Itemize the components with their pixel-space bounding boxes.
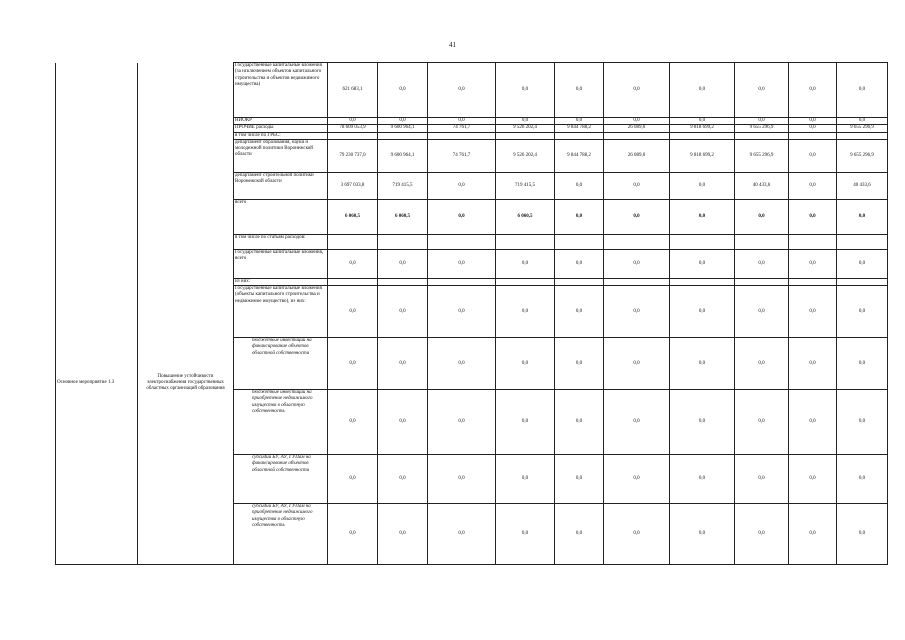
value-cell: 0,0	[328, 504, 378, 565]
page-number: 41	[449, 41, 456, 49]
value-cell: 0,0	[428, 504, 496, 565]
value-cell: 0,0	[378, 455, 428, 504]
value-cell: 9 526 202,4	[496, 125, 555, 132]
value-cell: 0,0	[670, 390, 735, 455]
value-cell: 0,0	[789, 199, 837, 234]
row-label: всего	[234, 199, 328, 234]
value-cell: 719 415,5	[378, 172, 428, 199]
value-cell: 0,0	[428, 172, 496, 199]
value-cell: 6 060,5	[496, 199, 555, 234]
value-cell	[735, 234, 789, 249]
value-cell: 0,0	[670, 199, 735, 234]
row-label: бюджетные инвестиции на приобретение недвижимого имущества в областную собственность	[234, 390, 328, 455]
value-cell: 0,0	[735, 286, 789, 338]
value-cell: 0,0	[328, 249, 378, 278]
value-cell	[555, 132, 604, 139]
value-cell: 0,0	[428, 455, 496, 504]
value-cell: 0,0	[428, 390, 496, 455]
value-cell: 78 609 053,9	[328, 125, 378, 132]
row-label: Государственные капитальные вложения, всего	[234, 249, 328, 278]
value-cell: 0,0	[735, 63, 789, 118]
value-cell: 0,0	[496, 390, 555, 455]
value-cell	[604, 278, 670, 285]
value-cell	[555, 278, 604, 285]
value-cell	[837, 132, 888, 139]
value-cell: 0,0	[735, 504, 789, 565]
value-cell: 0,0	[378, 118, 428, 125]
row-label: субсидии БУ, АУ, ГУПам на приобретение недвижимого имущества в областную собственность	[234, 504, 328, 565]
value-cell: 0,0	[789, 390, 837, 455]
value-cell: 9 655 296,9	[735, 139, 789, 172]
value-cell: 74 761,7	[428, 125, 496, 132]
value-cell: 0,0	[604, 504, 670, 565]
row-label: департамент строительной политики Воронежской области	[234, 172, 328, 199]
value-cell	[328, 132, 378, 139]
value-cell: 3 697 033,8	[328, 172, 378, 199]
value-cell: 0,0	[789, 338, 837, 390]
value-cell	[496, 234, 555, 249]
value-cell: 0,0	[837, 504, 888, 565]
value-cell	[789, 278, 837, 285]
value-cell: 0,0	[555, 249, 604, 278]
value-cell: 0,0	[428, 249, 496, 278]
value-cell: 0,0	[604, 118, 670, 125]
value-cell: 0,0	[555, 199, 604, 234]
value-cell	[378, 278, 428, 285]
value-cell: 26 089,0	[604, 139, 670, 172]
value-cell: 0,0	[789, 63, 837, 118]
row-label: в том числе по ГРБС:	[234, 132, 328, 139]
value-cell: 79 230 737,0	[328, 139, 378, 172]
value-cell: 26 089,0	[604, 125, 670, 132]
value-cell: 0,0	[428, 118, 496, 125]
event-name-cell	[56, 63, 138, 565]
value-cell	[378, 132, 428, 139]
value-cell	[328, 278, 378, 285]
value-cell: 0,0	[670, 118, 735, 125]
value-cell: 0,0	[735, 338, 789, 390]
value-cell: 0,0	[496, 249, 555, 278]
value-cell: 0,0	[555, 286, 604, 338]
value-cell: 9 600 964,1	[378, 139, 428, 172]
value-cell	[837, 278, 888, 285]
value-cell: 0,0	[789, 125, 837, 132]
value-cell: 0,0	[670, 504, 735, 565]
value-cell: 0,0	[604, 63, 670, 118]
value-cell	[837, 234, 888, 249]
value-cell: 0,0	[496, 455, 555, 504]
value-cell: 0,0	[378, 63, 428, 118]
value-cell: 0,0	[378, 286, 428, 338]
value-cell: 74 761,7	[428, 139, 496, 172]
value-cell: 0,0	[604, 199, 670, 234]
value-cell	[428, 278, 496, 285]
value-cell: 0,0	[604, 249, 670, 278]
value-cell: 0,0	[328, 118, 378, 125]
value-cell: 0,0	[428, 286, 496, 338]
value-cell: 0,0	[555, 338, 604, 390]
event-title: Повышение устойчивости электроснабжения государственных областных организаций образования	[146, 373, 225, 392]
value-cell: 9 655 296,9	[837, 139, 888, 172]
value-cell: 9 526 202,4	[496, 139, 555, 172]
value-cell: 0,0	[555, 118, 604, 125]
value-cell: 9 844 788,2	[555, 125, 604, 132]
value-cell: 0,0	[428, 199, 496, 234]
value-cell: 9 818 699,2	[670, 125, 735, 132]
value-cell: 0,0	[789, 139, 837, 172]
value-cell: 0,0	[735, 199, 789, 234]
value-cell: 0,0	[670, 286, 735, 338]
value-cell: 0,0	[735, 249, 789, 278]
value-cell	[428, 132, 496, 139]
value-cell: 0,0	[496, 63, 555, 118]
value-cell	[496, 278, 555, 285]
value-cell: 0,0	[789, 504, 837, 565]
value-cell: 0,0	[496, 338, 555, 390]
value-cell: 0,0	[604, 338, 670, 390]
value-cell: 0,0	[496, 504, 555, 565]
value-cell	[670, 132, 735, 139]
value-cell: 0,0	[496, 118, 555, 125]
value-cell: 0,0	[378, 249, 428, 278]
value-cell	[735, 132, 789, 139]
value-cell: 0,0	[789, 172, 837, 199]
row-label: бюджетные инвестиции на финансирование объектов областной собственности	[234, 338, 328, 390]
value-cell: 0,0	[735, 390, 789, 455]
budget-table	[55, 62, 888, 565]
value-cell	[555, 234, 604, 249]
value-cell: 0,0	[789, 455, 837, 504]
value-cell: 621 683,1	[328, 63, 378, 118]
value-cell: 0,0	[837, 455, 888, 504]
event-name: Основное мероприятие 1.3	[57, 380, 115, 386]
value-cell	[670, 278, 735, 285]
row-label: в том числе по статьям расходов:	[234, 234, 328, 249]
value-cell: 6 060,5	[328, 199, 378, 234]
value-cell: 0,0	[604, 455, 670, 504]
value-cell: 0,0	[428, 63, 496, 118]
value-cell: 9 600 964,1	[378, 125, 428, 132]
value-cell: 0,0	[604, 286, 670, 338]
value-cell: 0,0	[735, 118, 789, 125]
row-label: из них:	[234, 278, 328, 285]
row-label: НИОКР	[234, 118, 328, 125]
value-cell: 0,0	[789, 118, 837, 125]
value-cell	[604, 132, 670, 139]
value-cell: 0,0	[496, 286, 555, 338]
value-cell: 0,0	[837, 286, 888, 338]
value-cell: 0,0	[837, 338, 888, 390]
value-cell: 9 818 699,2	[670, 139, 735, 172]
row-label: Государственные капитальные вложения (объекты капитального строительства и недвижимое имущество), из них:	[234, 286, 328, 338]
value-cell: 0,0	[555, 172, 604, 199]
value-cell: 0,0	[328, 286, 378, 338]
value-cell	[496, 132, 555, 139]
value-cell: 0,0	[837, 390, 888, 455]
value-cell: 0,0	[604, 172, 670, 199]
value-cell: 0,0	[837, 199, 888, 234]
value-cell: 0,0	[789, 249, 837, 278]
value-cell: 0,0	[670, 172, 735, 199]
value-cell: 0,0	[735, 455, 789, 504]
value-cell: 0,0	[555, 390, 604, 455]
row-label: субсидии БУ, АУ, ГУПам на финансирование объектов областной собственности	[234, 455, 328, 504]
value-cell: 0,0	[378, 338, 428, 390]
value-cell	[378, 234, 428, 249]
value-cell: 9 844 788,2	[555, 139, 604, 172]
value-cell: 0,0	[378, 390, 428, 455]
value-cell	[789, 234, 837, 249]
value-cell: 0,0	[555, 455, 604, 504]
value-cell: 0,0	[328, 338, 378, 390]
value-cell: 0,0	[555, 63, 604, 118]
value-cell: 40 433,6	[735, 172, 789, 199]
row-label: ПРОЧИЕ расходы	[234, 125, 328, 132]
value-cell: 0,0	[670, 338, 735, 390]
value-cell: 0,0	[604, 390, 670, 455]
value-cell: 9 655 296,9	[735, 125, 789, 132]
value-cell: 0,0	[555, 504, 604, 565]
value-cell	[789, 132, 837, 139]
value-cell: 0,0	[670, 63, 735, 118]
value-cell: 0,0	[328, 390, 378, 455]
value-cell: 0,0	[378, 504, 428, 565]
value-cell	[428, 234, 496, 249]
value-cell: 0,0	[837, 63, 888, 118]
value-cell: 0,0	[837, 249, 888, 278]
value-cell: 6 060,5	[378, 199, 428, 234]
value-cell: 0,0	[670, 455, 735, 504]
value-cell	[735, 278, 789, 285]
value-cell	[604, 234, 670, 249]
row-label: департамент образования, науки и молодежной политики Воронежской области	[234, 139, 328, 172]
row-label: Государственные капитальные вложения (за исключением объектов капитального строительства и объектов недвижимого имущества)	[234, 63, 328, 118]
value-cell: 0,0	[789, 286, 837, 338]
value-cell: 0,0	[328, 455, 378, 504]
table-row	[56, 63, 888, 118]
value-cell: 719 415,5	[496, 172, 555, 199]
value-cell: 0,0	[837, 118, 888, 125]
value-cell: 0,0	[670, 249, 735, 278]
value-cell: 40 433,6	[837, 172, 888, 199]
value-cell: 9 655 296,9	[837, 125, 888, 132]
value-cell: 0,0	[428, 338, 496, 390]
value-cell	[670, 234, 735, 249]
event-title-cell	[138, 63, 234, 565]
value-cell	[328, 234, 378, 249]
